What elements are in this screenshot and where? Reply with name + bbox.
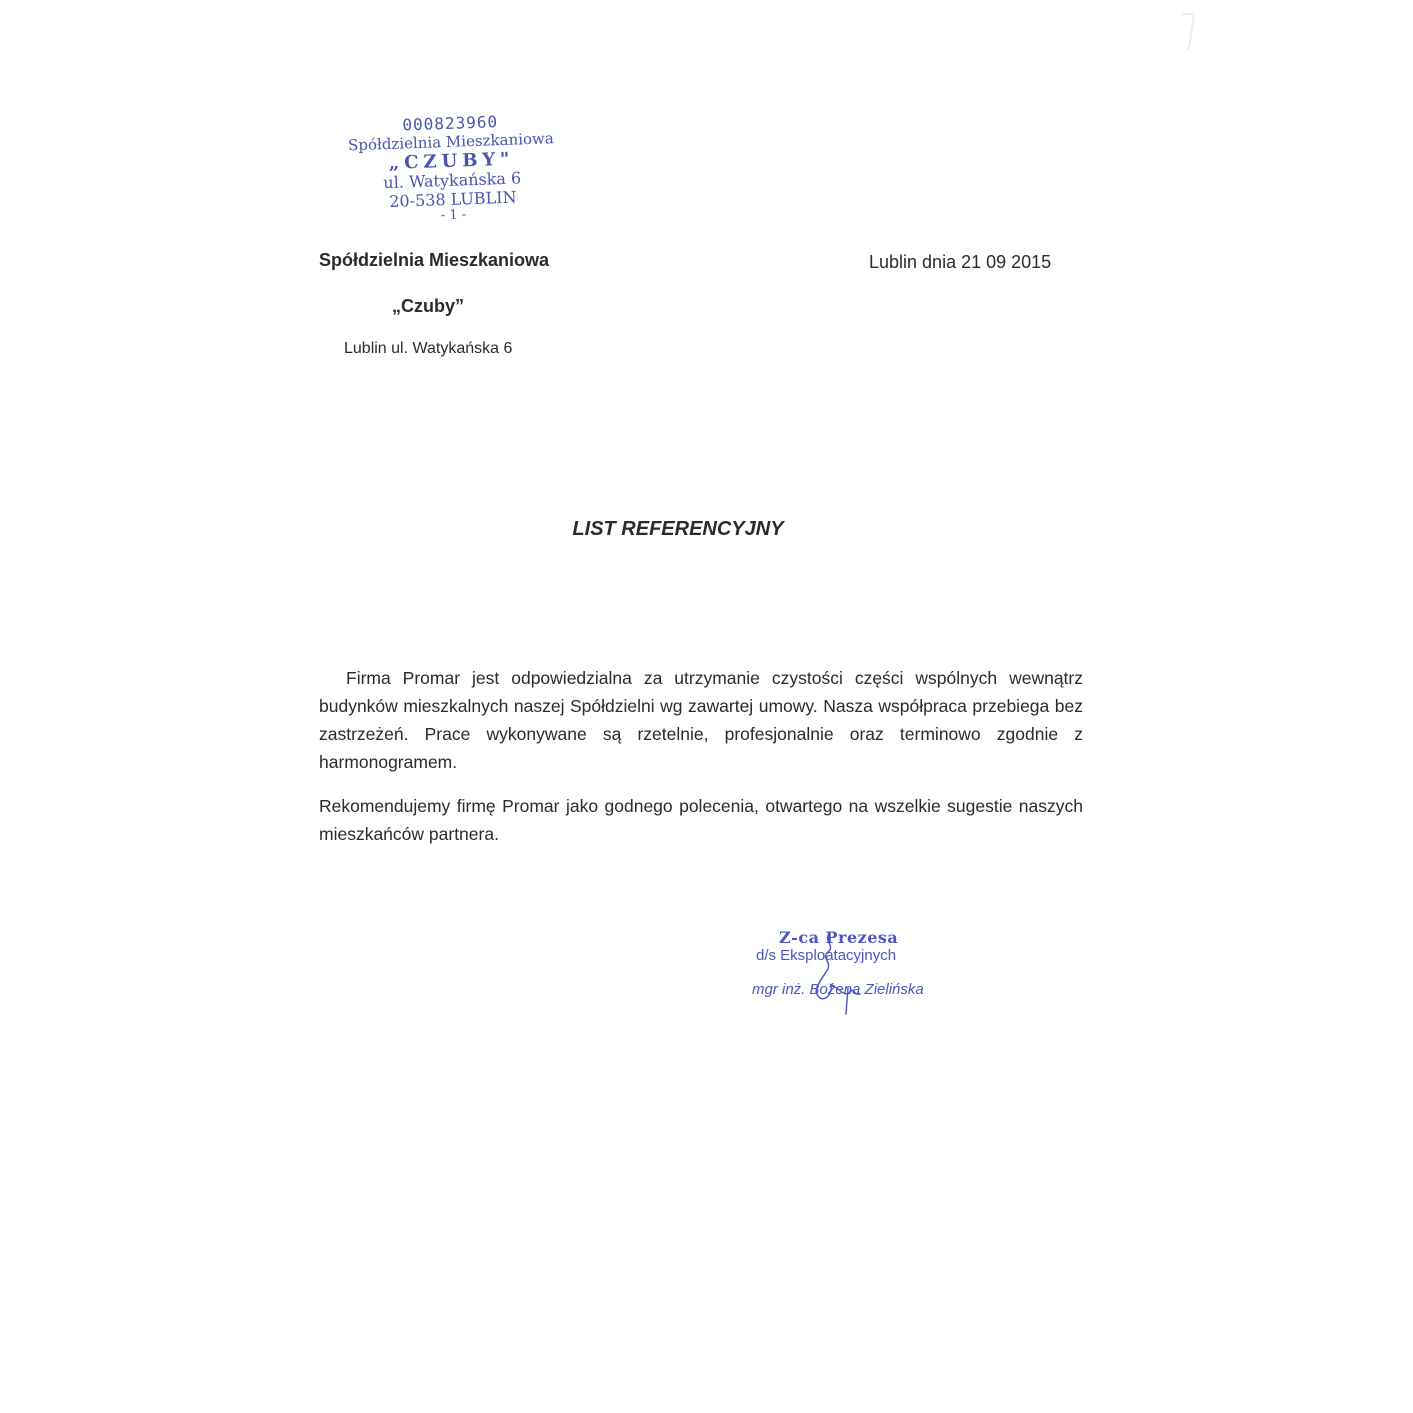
sender-quoted-name: „Czuby”: [392, 296, 464, 316]
stamp-org: Spółdzielnia Mieszkaniowa: [347, 129, 555, 155]
body-paragraph-2: Rekomendujemy firmę Promar jako godnego polecenia, otwartego na wszelkie sugestie naszych mieszkańców partnera.: [319, 796, 1083, 844]
handwritten-signature: [800, 928, 880, 1018]
stamp-street: ul. Watykańska 6: [383, 168, 522, 193]
letter-title: LIST REFERENCYJNY: [572, 518, 784, 540]
sender-address: Lublin ul. Watykańska 6: [344, 340, 513, 357]
letter-date: Lublin dnia 21 09 2015: [869, 252, 1052, 272]
stamp-name: „CZUBY": [388, 148, 515, 174]
sender-name: Spółdzielnia Mieszkaniowa: [319, 250, 550, 270]
stamp-seq: - 1 -: [440, 207, 467, 224]
organization-stamp: [330, 110, 574, 226]
scan-artifact: [1180, 12, 1196, 52]
signature-dept: d/s Eksploatacyjnych: [756, 947, 897, 964]
signature-person: mgr inż. Bożena Zielińska: [752, 981, 924, 998]
stamp-id: 000823960: [402, 112, 499, 135]
letter-body: [319, 664, 1083, 864]
body-paragraph-1: Firma Promar jest odpowiedzialna za utrzymanie czystości części wspólnych wewnątrz budynków mieszkalnych naszej Spółdzielni wg zawartej umowy. Nasza współpraca przebiega bez zastrzeżeń. Prace wykonywane są rzetelnie, profesjonalnie oraz terminowo zgodnie z harmonogramem.: [319, 668, 1083, 772]
signature-title: Z-ca Prezesa: [779, 928, 899, 947]
stamp-city: 20-538 LUBLIN: [388, 187, 517, 211]
